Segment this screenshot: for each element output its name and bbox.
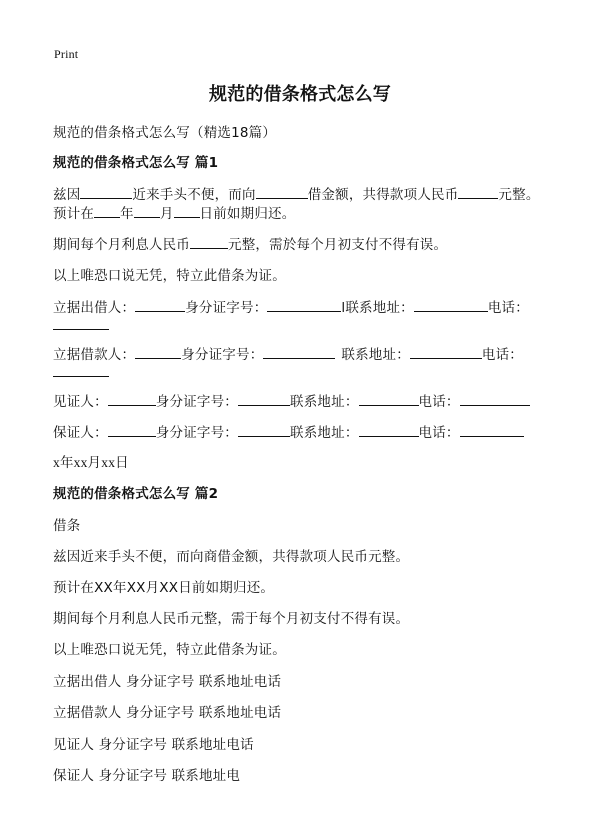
text: 近来手头不便，而向	[132, 187, 256, 203]
id-label: 身分证字号：	[185, 300, 268, 316]
guarantor-row	[53, 421, 524, 441]
text: 元整。	[498, 187, 540, 203]
blank-field	[410, 345, 482, 359]
blank-field	[135, 345, 181, 359]
section1-paragraph1a	[53, 183, 540, 203]
blank-field	[359, 392, 419, 406]
phone-label: 电话：	[418, 394, 460, 410]
text: 借金额，共得款项人民币	[307, 187, 459, 203]
phone-label: 电话：	[481, 347, 524, 363]
section1-heading: 规范的借条格式怎么写 篇1	[53, 155, 219, 171]
blank-field	[238, 423, 290, 437]
address-label: 联系地址：	[290, 394, 359, 410]
lender-label: 立据出借人：	[53, 300, 136, 316]
phone-label: 电话：	[418, 425, 460, 441]
subtitle: 规范的借条格式怎么写（精选18篇）	[53, 125, 277, 141]
section2-heading: 规范的借条格式怎么写 篇2	[53, 486, 219, 502]
section2-line: 预计在XX年XX月XX日前如期归还。	[53, 580, 275, 596]
section1-paragraph3: 以上唯恐口说无凭，特立此借条为证。	[53, 268, 286, 284]
text: 日前如期归还。	[199, 206, 296, 222]
page-title: 规范的借条格式怎么写	[209, 84, 391, 105]
blank-field	[458, 185, 498, 199]
borrower-row	[53, 343, 523, 363]
blank-field	[53, 363, 109, 377]
section2-line: 以上唯恐口说无凭，特立此借条为证。	[53, 642, 286, 658]
blank-field	[174, 204, 200, 218]
borrower-label: 立据借款人：	[53, 347, 136, 363]
print-link[interactable]: Print	[54, 47, 79, 61]
blank-field	[238, 392, 290, 406]
blank-field	[135, 298, 185, 312]
blank-field	[134, 204, 160, 218]
id-label: 身分证字号：	[181, 347, 264, 363]
phone-label: 电话：	[487, 300, 529, 316]
text: 年	[120, 206, 134, 222]
id-label: 身分证字号：	[155, 394, 239, 410]
section2-line: 保证人 身分证字号 联系地址电	[53, 768, 241, 784]
text: 期间每个月利息人民币	[53, 237, 190, 253]
blank-field	[263, 345, 335, 359]
witness-label: 见证人：	[53, 394, 108, 410]
address-label: l联系地址：	[341, 300, 414, 316]
section2-line: 兹因近来手头不便，而向商借金额，共得款项人民币元整。	[53, 549, 410, 565]
blank-field	[108, 392, 156, 406]
blank-field	[190, 235, 228, 249]
witness-row	[53, 390, 530, 410]
text: 预计在	[53, 206, 95, 222]
guarantor-label: 保证人：	[53, 425, 108, 441]
lender-row	[53, 296, 529, 316]
text: 兹因	[53, 187, 81, 203]
id-label: 身分证字号：	[155, 425, 239, 441]
blank-field	[80, 185, 132, 199]
section2-line: 期间每个月利息人民币元整，需于每个月初支付不得有误。	[53, 611, 410, 627]
lender-phone-line	[53, 316, 109, 334]
blank-field	[359, 423, 419, 437]
section1-paragraph1b	[53, 202, 295, 222]
section2-line: 见证人 身分证字号 联系地址电话	[53, 737, 254, 753]
blank-field	[414, 298, 488, 312]
text: 月	[159, 206, 174, 222]
blank-field	[94, 204, 120, 218]
borrower-phone-line	[53, 363, 109, 381]
address-label: 联系地址：	[341, 347, 410, 363]
blank-field	[256, 185, 308, 199]
blank-field	[460, 392, 530, 406]
section2-line: 立据出借人 身分证字号 联系地址电话	[53, 674, 282, 690]
address-label: 联系地址：	[290, 425, 359, 441]
blank-field	[267, 298, 341, 312]
section2-line: 立据借款人 身分证字号 联系地址电话	[53, 705, 282, 721]
section1-paragraph2	[53, 233, 447, 253]
section1-date: x年xx月xx日	[53, 455, 129, 470]
blank-field	[53, 316, 109, 330]
text: 元整，需於每个月初支付不得有误。	[228, 237, 448, 253]
blank-field	[108, 423, 156, 437]
section2-line: 借条	[53, 518, 81, 534]
blank-field	[460, 423, 524, 437]
